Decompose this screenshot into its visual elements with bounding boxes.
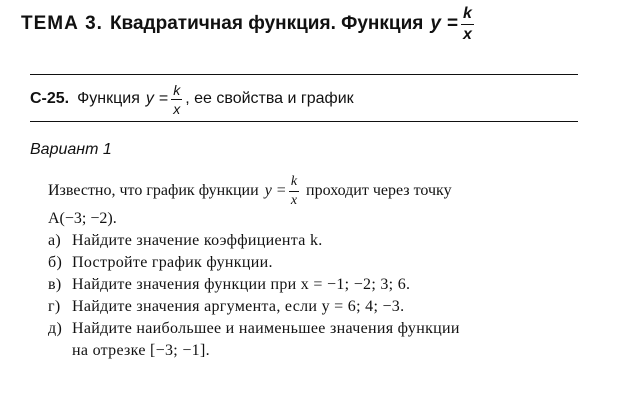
section-var: y bbox=[145, 90, 154, 107]
problem-eq: = bbox=[276, 182, 286, 199]
section-text-after: , ее свойства и график bbox=[185, 90, 354, 107]
item-label: д) bbox=[48, 320, 63, 337]
item-text: Найдите значения функции при x = −1; −2; 3; 6. bbox=[72, 276, 411, 293]
problem-item-a bbox=[48, 232, 323, 250]
problem-fraction-num: k bbox=[289, 175, 299, 192]
problem-item-v bbox=[48, 276, 410, 294]
item-text: Найдите значение коэффициента k. bbox=[72, 232, 323, 249]
page-header bbox=[21, 6, 477, 42]
problem-point: A(−3; −2). bbox=[48, 210, 117, 227]
header-prefix: ТЕМА 3. bbox=[21, 13, 103, 34]
problem-fraction bbox=[289, 175, 299, 208]
item-label: б) bbox=[48, 254, 63, 271]
section-rule-top bbox=[30, 74, 578, 75]
item-label: а) bbox=[48, 232, 62, 249]
section-rule-bottom bbox=[30, 121, 578, 122]
item-text: Найдите наибольшее и наименьшее значения функции bbox=[72, 320, 460, 337]
section-code: С-25. bbox=[30, 90, 70, 107]
header-title: Квадратичная функция. Функция bbox=[109, 13, 424, 34]
problem-item-g bbox=[48, 298, 404, 316]
header-var: y bbox=[430, 13, 441, 34]
problem-item-b bbox=[48, 254, 273, 272]
header-fraction-den: x bbox=[463, 25, 472, 43]
item-label: г) bbox=[48, 298, 61, 315]
problem-item-d bbox=[48, 320, 460, 338]
problem-fraction-den: x bbox=[290, 192, 298, 208]
item-text: Найдите значения аргумента, если y = 6; 4; −3. bbox=[72, 298, 405, 315]
header-fraction-num: k bbox=[461, 6, 474, 25]
item-text: Постройте график функции. bbox=[72, 254, 273, 271]
section-fraction bbox=[171, 83, 182, 116]
section-fraction-num: k bbox=[173, 81, 181, 98]
problem-item-d-continuation: на отрезке [−3; −1]. bbox=[72, 342, 210, 359]
problem-intro-before: Известно, что график функции bbox=[48, 182, 259, 199]
variant-label: Вариант 1 bbox=[30, 141, 112, 158]
section-fraction-den: x bbox=[173, 100, 181, 117]
header-eq: = bbox=[446, 13, 459, 34]
problem-intro bbox=[48, 172, 452, 210]
problem-intro-after: проходит через точку bbox=[306, 182, 452, 199]
problem-var: y bbox=[264, 182, 272, 199]
header-fraction bbox=[461, 6, 474, 43]
section-text-before: Функция bbox=[77, 90, 140, 107]
item-label: в) bbox=[48, 276, 62, 293]
section-eq: = bbox=[158, 90, 169, 107]
section-heading bbox=[30, 80, 354, 118]
